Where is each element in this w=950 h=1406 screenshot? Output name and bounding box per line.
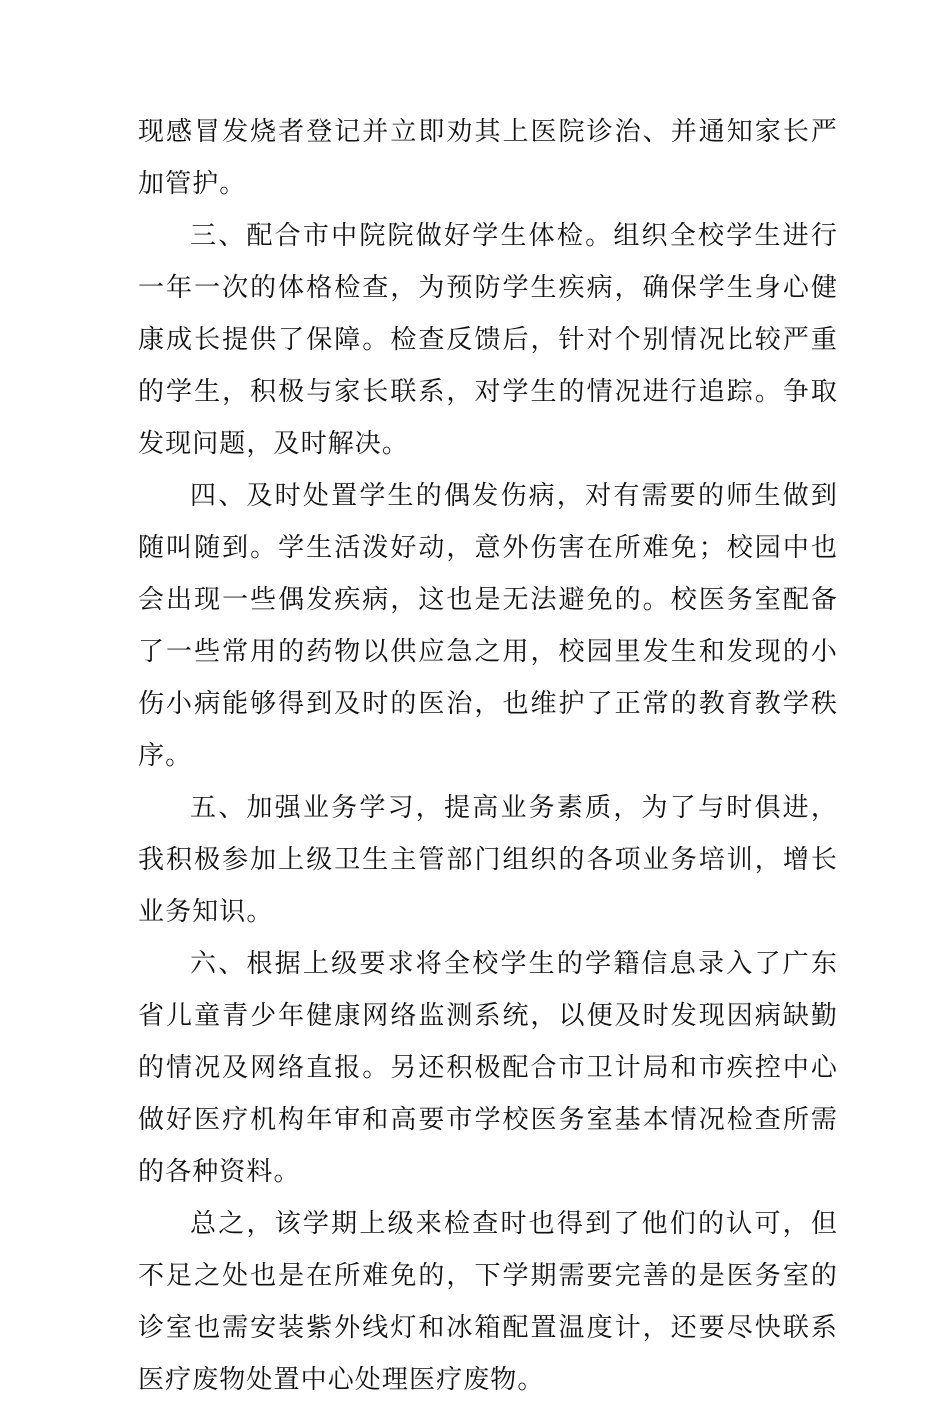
- paragraph-section-6: 六、根据上级要求将全校学生的学籍信息录入了广东省儿童青少年健康网络监测系统，以便及时发现因病缺勤的情况及网络直报。另还积极配合市卫计局和市疾控中心做好医疗机构年审和高要市学校医务室基本情况检查所需的各种资料。: [138, 949, 838, 1187]
- paragraph-section-5: 五、加强业务学习，提高业务素质，为了与时俱进，我积极参加上级卫生主管部门组织的各项业务培训，增长业务知识。: [138, 793, 838, 927]
- document-body: [138, 106, 838, 1406]
- paragraph-continuation: 现感冒发烧者登记并立即劝其上医院诊治、并通知家长严加管护。: [138, 117, 838, 199]
- paragraph-section-4: 四、及时处置学生的偶发伤病，对有需要的师生做到随叫随到。学生活泼好动，意外伤害在所难免；校园中也会出现一些偶发疾病，这也是无法避免的。校医务室配备了一些常用的药物以供应急之用，校园里发生和发现的小伤小病能够得到及时的医治，也维护了正常的教育教学秩序。: [138, 481, 838, 771]
- paragraph-summary: 总之，该学期上级来检查时也得到了他们的认可，但不足之处也是在所难免的，下学期需要完善的是医务室的诊室也需安装紫外线灯和冰箱配置温度计，还要尽快联系医疗废物处置中心处理医疗废物。: [138, 1209, 838, 1395]
- paragraph-section-3: 三、配合市中院院做好学生体检。组织全校学生进行一年一次的体格检查，为预防学生疾病，确保学生身心健康成长提供了保障。检查反馈后，针对个别情况比较严重的学生，积极与家长联系，对学生的情况进行追踪。争取发现问题，及时解决。: [138, 221, 838, 459]
